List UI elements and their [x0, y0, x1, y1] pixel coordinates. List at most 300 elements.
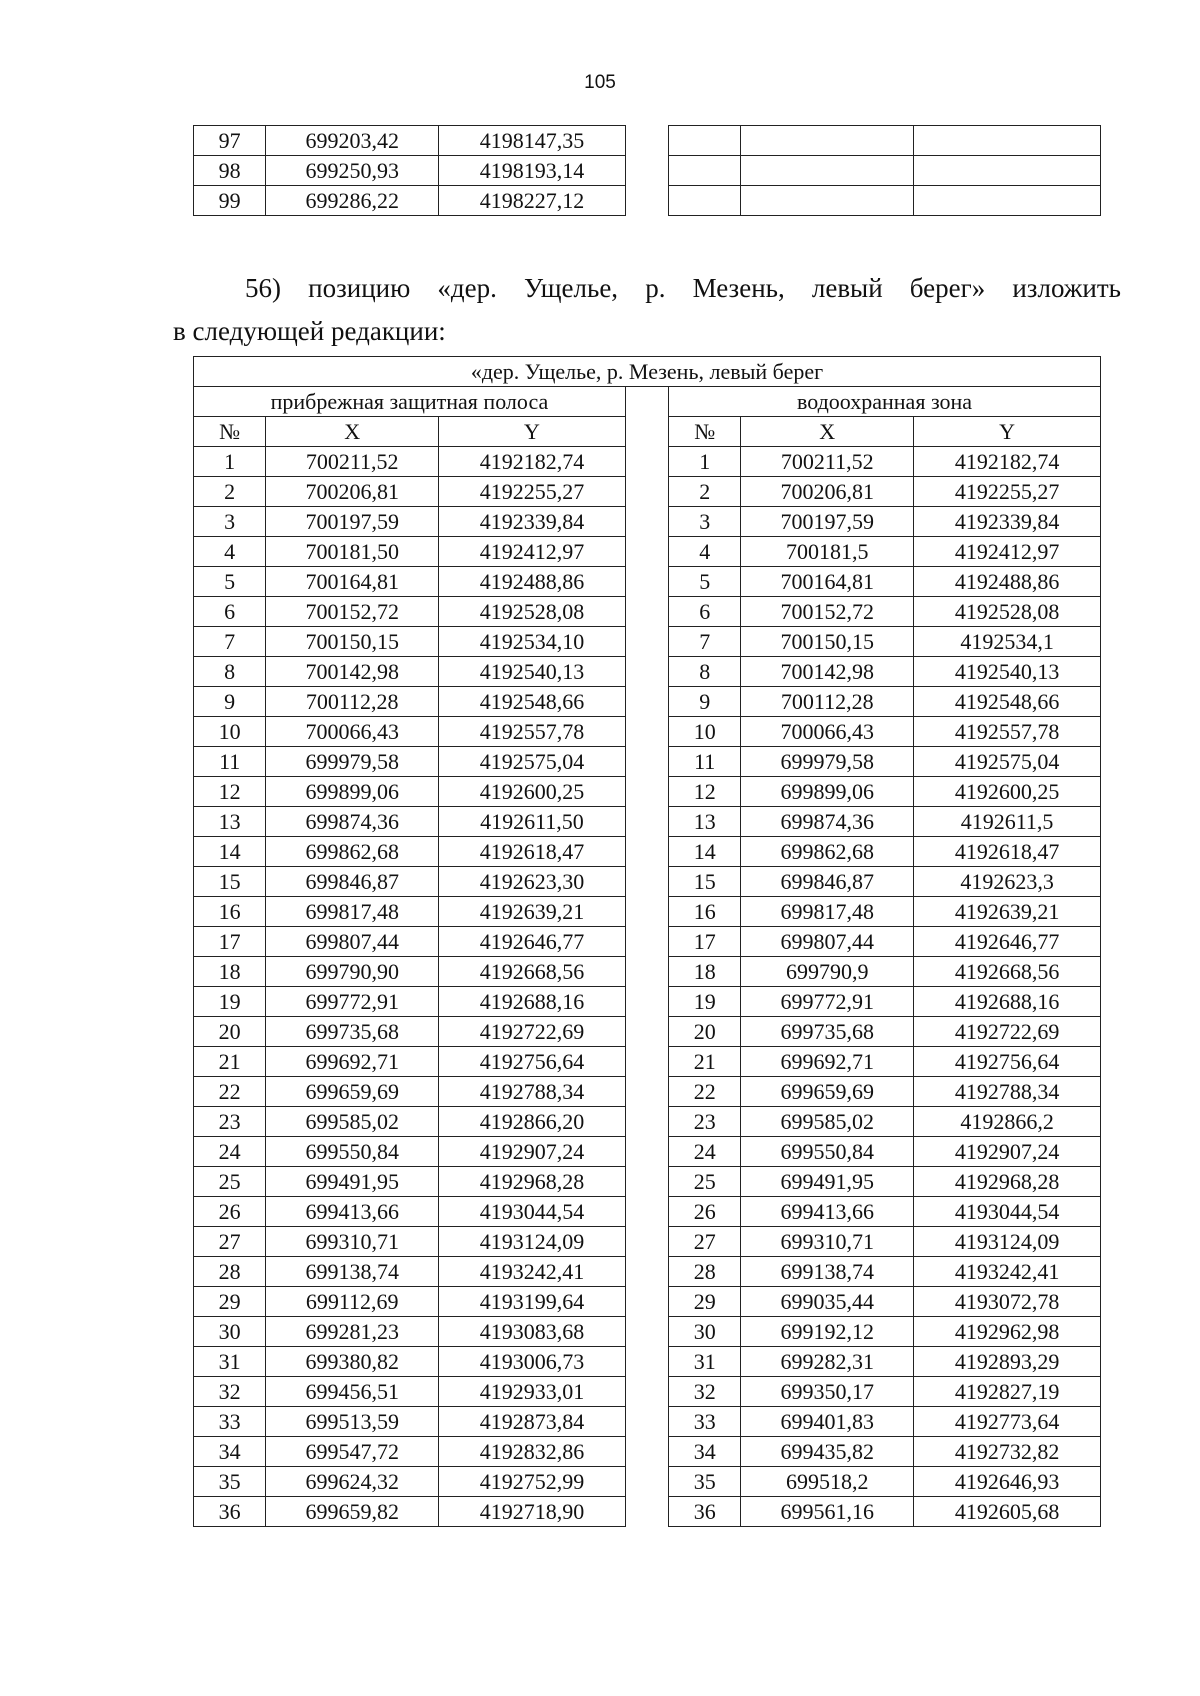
- right-x-coordinate: 699807,44: [741, 927, 914, 957]
- left-point-number: 15: [194, 867, 266, 897]
- column-gap: [625, 186, 668, 216]
- x-coordinate: 699286,22: [266, 186, 439, 216]
- column-gap: [625, 1347, 668, 1377]
- right-y-coordinate: 4192548,66: [914, 687, 1101, 717]
- left-x-coordinate: 699979,58: [266, 747, 439, 777]
- right-point-number: 34: [669, 1437, 741, 1467]
- left-point-number: 4: [194, 537, 266, 567]
- column-gap: [625, 597, 668, 627]
- left-point-number: 19: [194, 987, 266, 1017]
- column-gap: [625, 657, 668, 687]
- right-y-coordinate: 4193242,41: [914, 1257, 1101, 1287]
- column-gap: [625, 927, 668, 957]
- right-x-coordinate: 699310,71: [741, 1227, 914, 1257]
- left-y-coordinate: 4192575,04: [439, 747, 626, 777]
- right-point-number: 28: [669, 1257, 741, 1287]
- column-gap: [625, 1137, 668, 1167]
- right-y-coordinate: 4192788,34: [914, 1077, 1101, 1107]
- right-y-coordinate: 4192600,25: [914, 777, 1101, 807]
- left-y-coordinate: 4192600,25: [439, 777, 626, 807]
- right-y-coordinate: 4192611,5: [914, 807, 1101, 837]
- right-x-coordinate: 699192,12: [741, 1317, 914, 1347]
- right-point-number: 20: [669, 1017, 741, 1047]
- left-y-coordinate: 4192788,34: [439, 1077, 626, 1107]
- column-gap: [625, 807, 668, 837]
- left-point-number: 23: [194, 1107, 266, 1137]
- right-y-coordinate: 4192255,27: [914, 477, 1101, 507]
- left-x-coordinate: 699874,36: [266, 807, 439, 837]
- left-y-coordinate: 4192412,97: [439, 537, 626, 567]
- right-point-number: 19: [669, 987, 741, 1017]
- right-y-coordinate: 4193044,54: [914, 1197, 1101, 1227]
- empty-x-cell: [741, 156, 914, 186]
- left-y-coordinate: 4193044,54: [439, 1197, 626, 1227]
- left-col-header-y: Y: [439, 417, 626, 447]
- table-row: [194, 1227, 1101, 1257]
- left-y-coordinate: 4192182,74: [439, 447, 626, 477]
- right-y-coordinate: 4192968,28: [914, 1167, 1101, 1197]
- column-gap: [625, 1467, 668, 1497]
- empty-number-cell: [669, 126, 741, 156]
- point-number: 98: [194, 156, 266, 186]
- column-gap: [625, 1017, 668, 1047]
- table-row: [194, 897, 1101, 927]
- right-col-header-x: X: [741, 417, 914, 447]
- right-y-coordinate: 4192722,69: [914, 1017, 1101, 1047]
- column-gap: [625, 1077, 668, 1107]
- left-y-coordinate: 4192933,01: [439, 1377, 626, 1407]
- right-point-number: 16: [669, 897, 741, 927]
- table-row: [194, 1377, 1101, 1407]
- right-point-number: 4: [669, 537, 741, 567]
- right-y-coordinate: 4192488,86: [914, 567, 1101, 597]
- left-y-coordinate: 4192339,84: [439, 507, 626, 537]
- table-row: [194, 1017, 1101, 1047]
- column-gap: [625, 747, 668, 777]
- column-gap: [625, 897, 668, 927]
- left-point-number: 13: [194, 807, 266, 837]
- right-x-coordinate: 700152,72: [741, 597, 914, 627]
- column-gap: [625, 1167, 668, 1197]
- left-y-coordinate: 4193199,64: [439, 1287, 626, 1317]
- column-gap: [625, 687, 668, 717]
- point-number: 97: [194, 126, 266, 156]
- left-point-number: 2: [194, 477, 266, 507]
- column-gap: [625, 777, 668, 807]
- point-number: 99: [194, 186, 266, 216]
- right-y-coordinate: 4192907,24: [914, 1137, 1101, 1167]
- table-row: [194, 1047, 1101, 1077]
- table-title-row: [194, 357, 1101, 387]
- right-x-coordinate: 700142,98: [741, 657, 914, 687]
- right-x-coordinate: 700211,52: [741, 447, 914, 477]
- table-row: [194, 537, 1101, 567]
- left-col-header-x: X: [266, 417, 439, 447]
- right-y-coordinate: 4192827,19: [914, 1377, 1101, 1407]
- left-x-coordinate: 700150,15: [266, 627, 439, 657]
- table-row: [194, 807, 1101, 837]
- table-row: [194, 957, 1101, 987]
- right-point-number: 9: [669, 687, 741, 717]
- table-row: [194, 1467, 1101, 1497]
- right-point-number: 33: [669, 1407, 741, 1437]
- right-x-coordinate: 699862,68: [741, 837, 914, 867]
- right-point-number: 12: [669, 777, 741, 807]
- left-x-coordinate: 699772,91: [266, 987, 439, 1017]
- right-y-coordinate: 4192639,21: [914, 897, 1101, 927]
- left-x-coordinate: 699550,84: [266, 1137, 439, 1167]
- right-x-coordinate: 699899,06: [741, 777, 914, 807]
- table-row: [194, 447, 1101, 477]
- column-gap: [625, 1197, 668, 1227]
- right-point-number: 7: [669, 627, 741, 657]
- right-y-coordinate: 4192962,98: [914, 1317, 1101, 1347]
- left-col-header-number: №: [194, 417, 266, 447]
- right-x-coordinate: 700206,81: [741, 477, 914, 507]
- table-row: [194, 156, 1101, 186]
- left-y-coordinate: 4193124,09: [439, 1227, 626, 1257]
- left-x-coordinate: 699659,82: [266, 1497, 439, 1527]
- column-gap: [625, 1227, 668, 1257]
- right-point-number: 31: [669, 1347, 741, 1377]
- right-y-coordinate: 4192646,93: [914, 1467, 1101, 1497]
- table-row: [194, 1167, 1101, 1197]
- y-coordinate: 4198193,14: [439, 156, 626, 186]
- column-gap: [625, 567, 668, 597]
- right-y-coordinate: 4192557,78: [914, 717, 1101, 747]
- right-x-coordinate: 699561,16: [741, 1497, 914, 1527]
- table-row: [194, 1257, 1101, 1287]
- empty-y-cell: [914, 126, 1101, 156]
- table-row: [194, 1077, 1101, 1107]
- left-y-coordinate: 4192618,47: [439, 837, 626, 867]
- left-x-coordinate: 699547,72: [266, 1437, 439, 1467]
- right-x-coordinate: 700164,81: [741, 567, 914, 597]
- left-x-coordinate: 699817,48: [266, 897, 439, 927]
- right-x-coordinate: 699401,83: [741, 1407, 914, 1437]
- left-point-number: 12: [194, 777, 266, 807]
- right-y-coordinate: 4192618,47: [914, 837, 1101, 867]
- column-gap: [625, 837, 668, 867]
- right-y-coordinate: 4192893,29: [914, 1347, 1101, 1377]
- left-x-coordinate: 700206,81: [266, 477, 439, 507]
- right-col-header-number: №: [669, 417, 741, 447]
- left-x-coordinate: 699899,06: [266, 777, 439, 807]
- right-x-coordinate: 699138,74: [741, 1257, 914, 1287]
- left-y-coordinate: 4192528,08: [439, 597, 626, 627]
- left-x-coordinate: 699491,95: [266, 1167, 439, 1197]
- table-row: [194, 1407, 1101, 1437]
- left-y-coordinate: 4192611,50: [439, 807, 626, 837]
- right-x-coordinate: 699817,48: [741, 897, 914, 927]
- table-row: [194, 1317, 1101, 1347]
- left-x-coordinate: 699310,71: [266, 1227, 439, 1257]
- right-x-coordinate: 699491,95: [741, 1167, 914, 1197]
- column-gap: [625, 1437, 668, 1467]
- right-x-coordinate: 699772,91: [741, 987, 914, 1017]
- paragraph-line-2: в следующей редакции:: [173, 316, 446, 346]
- left-x-coordinate: 700197,59: [266, 507, 439, 537]
- right-x-coordinate: 700112,28: [741, 687, 914, 717]
- table-row: [194, 1137, 1101, 1167]
- right-x-coordinate: 700197,59: [741, 507, 914, 537]
- right-y-coordinate: 4192773,64: [914, 1407, 1101, 1437]
- right-y-coordinate: 4192668,56: [914, 957, 1101, 987]
- left-x-coordinate: 699735,68: [266, 1017, 439, 1047]
- left-point-number: 20: [194, 1017, 266, 1047]
- empty-x-cell: [741, 126, 914, 156]
- left-y-coordinate: 4193006,73: [439, 1347, 626, 1377]
- column-gap: [625, 1317, 668, 1347]
- left-x-coordinate: 699456,51: [266, 1377, 439, 1407]
- right-point-number: 35: [669, 1467, 741, 1497]
- column-gap: [625, 1407, 668, 1437]
- left-point-number: 28: [194, 1257, 266, 1287]
- right-y-coordinate: 4192412,97: [914, 537, 1101, 567]
- column-gap: [625, 957, 668, 987]
- right-x-coordinate: 700181,5: [741, 537, 914, 567]
- right-x-coordinate: 699518,2: [741, 1467, 914, 1497]
- table-row: [194, 186, 1101, 216]
- right-x-coordinate: 699659,69: [741, 1077, 914, 1107]
- left-x-coordinate: 700211,52: [266, 447, 439, 477]
- right-point-number: 23: [669, 1107, 741, 1137]
- left-x-coordinate: 699624,32: [266, 1467, 439, 1497]
- table-title: «дер. Ущелье, р. Мезень, левый берег: [194, 357, 1101, 387]
- right-x-coordinate: 699846,87: [741, 867, 914, 897]
- empty-number-cell: [669, 186, 741, 216]
- table-row: [194, 126, 1101, 156]
- left-point-number: 5: [194, 567, 266, 597]
- coordinates-table-body: [194, 357, 1101, 1527]
- column-gap: [625, 507, 668, 537]
- left-point-number: 6: [194, 597, 266, 627]
- table-row: [194, 1497, 1101, 1527]
- left-y-coordinate: 4192907,24: [439, 1137, 626, 1167]
- left-y-coordinate: 4192540,13: [439, 657, 626, 687]
- left-y-coordinate: 4193083,68: [439, 1317, 626, 1347]
- left-point-number: 18: [194, 957, 266, 987]
- column-gap: [625, 987, 668, 1017]
- left-point-number: 33: [194, 1407, 266, 1437]
- column-gap: [625, 447, 668, 477]
- left-x-coordinate: 699513,59: [266, 1407, 439, 1437]
- continuation-table: [193, 125, 1101, 216]
- table-row: [194, 567, 1101, 597]
- right-point-number: 14: [669, 837, 741, 867]
- right-y-coordinate: 4192528,08: [914, 597, 1101, 627]
- left-y-coordinate: 4192722,69: [439, 1017, 626, 1047]
- left-y-coordinate: 4192255,27: [439, 477, 626, 507]
- left-y-coordinate: 4192866,20: [439, 1107, 626, 1137]
- left-point-number: 34: [194, 1437, 266, 1467]
- right-x-coordinate: 700066,43: [741, 717, 914, 747]
- right-x-coordinate: 699550,84: [741, 1137, 914, 1167]
- right-point-number: 30: [669, 1317, 741, 1347]
- left-x-coordinate: 699413,66: [266, 1197, 439, 1227]
- right-x-coordinate: 699435,82: [741, 1437, 914, 1467]
- left-y-coordinate: 4192646,77: [439, 927, 626, 957]
- left-point-number: 25: [194, 1167, 266, 1197]
- table-row: [194, 1437, 1101, 1467]
- table-row: [194, 597, 1101, 627]
- left-section-header: прибрежная защитная полоса: [194, 387, 626, 417]
- right-point-number: 27: [669, 1227, 741, 1257]
- column-gap: [625, 1257, 668, 1287]
- column-gap: [625, 1287, 668, 1317]
- left-point-number: 11: [194, 747, 266, 777]
- left-x-coordinate: 700152,72: [266, 597, 439, 627]
- right-x-coordinate: 699035,44: [741, 1287, 914, 1317]
- left-point-number: 14: [194, 837, 266, 867]
- left-x-coordinate: 699281,23: [266, 1317, 439, 1347]
- column-gap: [625, 867, 668, 897]
- left-point-number: 22: [194, 1077, 266, 1107]
- left-y-coordinate: 4193242,41: [439, 1257, 626, 1287]
- table-row: [194, 717, 1101, 747]
- left-x-coordinate: 699585,02: [266, 1107, 439, 1137]
- column-gap: [625, 1107, 668, 1137]
- column-gap: [625, 1047, 668, 1077]
- right-x-coordinate: 699282,31: [741, 1347, 914, 1377]
- right-y-coordinate: 4192866,2: [914, 1107, 1101, 1137]
- left-x-coordinate: 700142,98: [266, 657, 439, 687]
- left-point-number: 36: [194, 1497, 266, 1527]
- right-point-number: 11: [669, 747, 741, 777]
- empty-number-cell: [669, 156, 741, 186]
- right-y-coordinate: 4192732,82: [914, 1437, 1101, 1467]
- table-row: [194, 837, 1101, 867]
- left-x-coordinate: 699790,90: [266, 957, 439, 987]
- column-gap: [625, 1377, 668, 1407]
- column-gap: [625, 156, 668, 186]
- right-point-number: 3: [669, 507, 741, 537]
- table-row: [194, 927, 1101, 957]
- right-point-number: 15: [669, 867, 741, 897]
- right-x-coordinate: 700150,15: [741, 627, 914, 657]
- right-point-number: 36: [669, 1497, 741, 1527]
- left-point-number: 17: [194, 927, 266, 957]
- right-point-number: 5: [669, 567, 741, 597]
- y-coordinate: 4198227,12: [439, 186, 626, 216]
- left-point-number: 9: [194, 687, 266, 717]
- right-point-number: 8: [669, 657, 741, 687]
- right-point-number: 21: [669, 1047, 741, 1077]
- left-y-coordinate: 4192623,30: [439, 867, 626, 897]
- right-y-coordinate: 4192339,84: [914, 507, 1101, 537]
- right-y-coordinate: 4193072,78: [914, 1287, 1101, 1317]
- left-point-number: 8: [194, 657, 266, 687]
- right-point-number: 22: [669, 1077, 741, 1107]
- left-point-number: 7: [194, 627, 266, 657]
- right-x-coordinate: 699979,58: [741, 747, 914, 777]
- left-x-coordinate: 699138,74: [266, 1257, 439, 1287]
- table-row: [194, 687, 1101, 717]
- left-y-coordinate: 4192557,78: [439, 717, 626, 747]
- left-point-number: 3: [194, 507, 266, 537]
- left-point-number: 31: [194, 1347, 266, 1377]
- table-row: [194, 627, 1101, 657]
- right-y-coordinate: 4192605,68: [914, 1497, 1101, 1527]
- left-x-coordinate: 699846,87: [266, 867, 439, 897]
- table-row: [194, 1107, 1101, 1137]
- right-x-coordinate: 699585,02: [741, 1107, 914, 1137]
- continuation-table-body: [194, 126, 1101, 216]
- left-y-coordinate: 4192488,86: [439, 567, 626, 597]
- left-x-coordinate: 699112,69: [266, 1287, 439, 1317]
- right-col-header-y: Y: [914, 417, 1101, 447]
- left-y-coordinate: 4192752,99: [439, 1467, 626, 1497]
- right-point-number: 24: [669, 1137, 741, 1167]
- empty-y-cell: [914, 156, 1101, 186]
- right-point-number: 13: [669, 807, 741, 837]
- left-point-number: 10: [194, 717, 266, 747]
- right-point-number: 1: [669, 447, 741, 477]
- right-y-coordinate: 4192623,3: [914, 867, 1101, 897]
- left-x-coordinate: 699692,71: [266, 1047, 439, 1077]
- left-point-number: 16: [194, 897, 266, 927]
- column-gap: [625, 126, 668, 156]
- left-y-coordinate: 4192548,66: [439, 687, 626, 717]
- amendment-paragraph: [173, 267, 1121, 353]
- table-row: [194, 1287, 1101, 1317]
- table-row: [194, 777, 1101, 807]
- left-point-number: 29: [194, 1287, 266, 1317]
- left-y-coordinate: 4192873,84: [439, 1407, 626, 1437]
- right-y-coordinate: 4192540,13: [914, 657, 1101, 687]
- left-x-coordinate: 700112,28: [266, 687, 439, 717]
- x-coordinate: 699203,42: [266, 126, 439, 156]
- left-y-coordinate: 4192968,28: [439, 1167, 626, 1197]
- left-y-coordinate: 4192639,21: [439, 897, 626, 927]
- column-gap: [625, 537, 668, 567]
- right-x-coordinate: 699413,66: [741, 1197, 914, 1227]
- right-point-number: 18: [669, 957, 741, 987]
- right-point-number: 32: [669, 1377, 741, 1407]
- table-row: [194, 1197, 1101, 1227]
- left-y-coordinate: 4192718,90: [439, 1497, 626, 1527]
- y-coordinate: 4198147,35: [439, 126, 626, 156]
- left-point-number: 26: [194, 1197, 266, 1227]
- right-point-number: 17: [669, 927, 741, 957]
- left-point-number: 24: [194, 1137, 266, 1167]
- page-number: 105: [584, 72, 616, 93]
- right-point-number: 2: [669, 477, 741, 507]
- left-x-coordinate: 700164,81: [266, 567, 439, 597]
- left-y-coordinate: 4192534,10: [439, 627, 626, 657]
- coordinates-table: [193, 356, 1101, 1527]
- left-y-coordinate: 4192756,64: [439, 1047, 626, 1077]
- left-x-coordinate: 700181,50: [266, 537, 439, 567]
- right-y-coordinate: 4193124,09: [914, 1227, 1101, 1257]
- left-x-coordinate: 699380,82: [266, 1347, 439, 1377]
- left-x-coordinate: 700066,43: [266, 717, 439, 747]
- column-gap: [625, 1497, 668, 1527]
- left-y-coordinate: 4192668,56: [439, 957, 626, 987]
- table-row: [194, 747, 1101, 777]
- right-x-coordinate: 699350,17: [741, 1377, 914, 1407]
- section-header-row: [194, 387, 1101, 417]
- table-row: [194, 867, 1101, 897]
- right-section-header: водоохранная зона: [669, 387, 1101, 417]
- right-y-coordinate: 4192756,64: [914, 1047, 1101, 1077]
- left-x-coordinate: 699659,69: [266, 1077, 439, 1107]
- right-y-coordinate: 4192534,1: [914, 627, 1101, 657]
- right-y-coordinate: 4192182,74: [914, 447, 1101, 477]
- right-point-number: 6: [669, 597, 741, 627]
- right-x-coordinate: 699692,71: [741, 1047, 914, 1077]
- left-x-coordinate: 699807,44: [266, 927, 439, 957]
